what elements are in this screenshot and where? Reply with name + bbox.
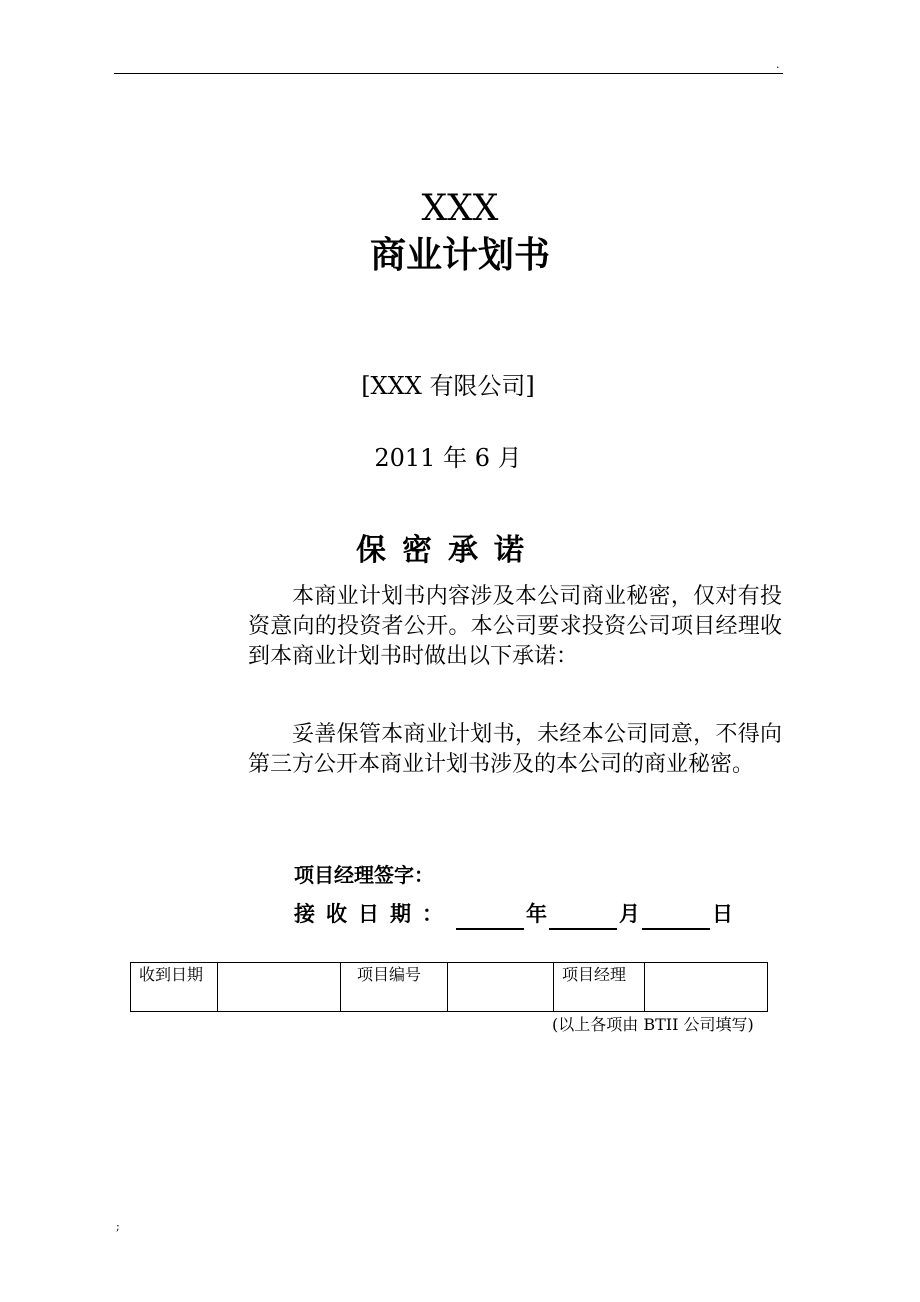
year-blank[interactable]	[456, 904, 524, 930]
company-name: [XXX 有限公司]	[361, 372, 535, 400]
received-date-header: 收到日期	[131, 963, 218, 1012]
receive-date-line	[294, 898, 733, 930]
month-label: 月	[619, 902, 640, 926]
project-manager-value[interactable]	[645, 963, 768, 1012]
confidentiality-paragraph-2: 妥善保管本商业计划书，未经本公司同意，不得向第三方公开本商业计划书涉及的本公司的商业秘密。	[248, 722, 782, 777]
title-en: XXX	[421, 188, 499, 229]
table-row	[131, 963, 768, 1012]
project-number-value[interactable]	[448, 963, 554, 1012]
title-cn: 商业计划书	[369, 235, 550, 276]
document-date: 2011 年 6 月	[374, 444, 522, 472]
project-number-header: 项目编号	[341, 963, 448, 1012]
day-label: 日	[712, 902, 733, 926]
project-manager-header: 项目经理	[554, 963, 645, 1012]
footer-mark: ;	[116, 1220, 120, 1233]
header-mark: .	[776, 58, 780, 71]
receipt-table	[130, 962, 768, 1012]
year-label: 年	[526, 902, 547, 926]
table-note: (以上各项由 BTII 公司填写)	[552, 1015, 754, 1034]
manager-signature-label: 项目经理签字：	[294, 863, 434, 887]
day-blank[interactable]	[642, 904, 710, 930]
month-blank[interactable]	[549, 904, 617, 930]
received-date-value[interactable]	[218, 963, 341, 1012]
header-rule	[114, 73, 783, 74]
receive-date-label: 接收日期：	[294, 902, 454, 926]
confidentiality-title: 保密承诺	[356, 533, 540, 568]
confidentiality-paragraph-1: 本商业计划书内容涉及本公司商业秘密，仅对有投资意向的投资者公开。本公司要求投资公司项目经理收到本商业计划书时做出以下承诺：	[248, 584, 782, 669]
